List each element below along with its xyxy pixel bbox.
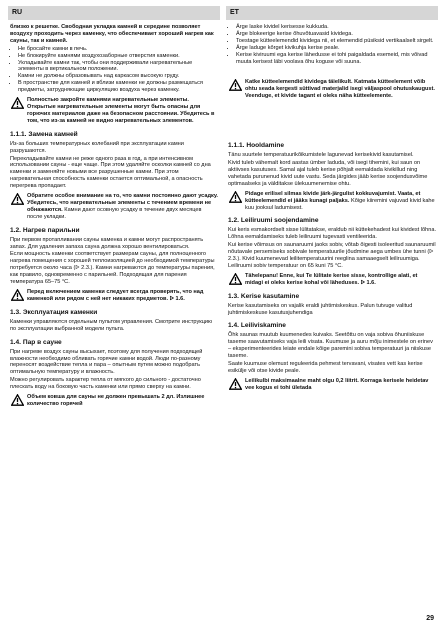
warning-triangle-icon — [11, 193, 24, 205]
warning-tail: Камни дают осовную усадку в течение двух месяцев после укладки. — [27, 206, 202, 220]
intro-paragraph: близко к решетке. Свободная укладка камней в середине позволяет воздуху проходить через каменку, что обеспечивает хороший нагрев как сауны, так и камней. — [10, 24, 214, 44]
warning-block — [228, 378, 436, 392]
bullet-item: • Не блокируйте камнями воздухозаборные отверстия каменки. — [18, 53, 218, 60]
warning-block — [228, 273, 436, 287]
bullet-item: • Не бросайте камни в печь. — [18, 46, 218, 53]
warning-block — [228, 191, 436, 212]
section-heading: 1.2. Leiliruumi soojendamine — [228, 217, 319, 225]
bullet-item: • Kerise kiviruumi ega kerise lähedusse ei tohi paigaldada esemeid, mis võivad muuta kerisest läbi voolava õhu koguse või suuna. — [236, 52, 436, 66]
section-heading: 1.3. Эксплуатация каменки — [10, 308, 98, 316]
warning-triangle-icon — [11, 289, 24, 301]
bullet-item: • Toestage kütteelemendid kividega nii, et elemendid püsiksid vertikaalselt sirgelt. — [236, 38, 436, 45]
section-heading: 1.1.1. Hooldamine — [228, 142, 285, 150]
bullet-item: • В пространстве для камней и вблизи каменки не должны размещаться предметы, затрудняющие циркуляцию воздуха через каменку. — [18, 80, 218, 94]
warning-block — [10, 289, 218, 303]
paragraph: Перекладывайте камни не реже одного раза в год, а при интенсивном использовании сауны - еще чаще. При этом удаляйте осколки камней со дна каменки и заменяйте новыми все разрушенные камни. При этом нагревательная способность каменки остается оптимальной, а опасность перегрева пропадает. — [10, 155, 211, 190]
warning-text: Leilikulbi maksimaalne maht olgu 0,2 liitrit. Korraga kerisele heidetav vee kogus ei tohi ületada — [245, 377, 429, 391]
paragraph: При нагреве воздух сауны высыхает, поэтому для получения подходящей влажности необходимо обливать горячие камни водой. Люди по-разному переносят воздействие тепла и пара – опытным путем можно подобрать оптимальную температуру и влажность. — [10, 348, 203, 376]
language-header-ru: RU — [8, 6, 220, 20]
warning-text: Полностью закройте камнями нагревательные элементы. Открытые нагревательные элементы могут быть опасны для горючих материалов даже на безопасном расстоянии. Убедитесь в том, что из-за камней не видно нагревательных элементов. — [27, 97, 215, 124]
warning-text: Katke kütteelemendid kividega täielikult. Katmata kütteelement võib ohtu seada kergesti süttivad materjalid isegi väljaspool ohutuskaugust. Veenduge, et kivide tagant ei oleks näha kütteelemente. — [245, 79, 435, 100]
section-heading: 1.3. Kerise kasutamine — [228, 292, 300, 300]
paragraph: Если мощность каменки соответствует размерам сауны, для полноценного нагрева помещения с хорошей теплоизоляцией до необходимой температуры потребуется около часа (ᐅ 2.3.). Камни нагреваются до температуры парения, как правило, одновременно с парильней. Подходящая для парения температура 65–75 °C. — [10, 251, 215, 286]
estonian-column — [228, 24, 436, 394]
warning-triangle-icon — [229, 191, 242, 203]
section-heading: 1.4. Пар в сауне — [10, 338, 62, 346]
warning-block — [10, 193, 218, 221]
warning-triangle-icon — [11, 97, 24, 109]
stone-bullet-list — [10, 46, 218, 94]
paragraph: Из-за больших температурных колебаний при эксплуатации камни разрушаются. — [10, 140, 184, 154]
warning-block — [10, 394, 218, 408]
warning-text: Объем ковша для сауны не должен превышать 2 дл. Излишнее количество горячей — [27, 394, 205, 407]
bullet-item: • Ärge laske kividel kerisesse kukkuda. — [236, 24, 436, 31]
paragraph: Kivid tuleb vähemalt kord aastas ümber laduda, või isegi tihemini, kui saun on aktiivses kasutuses. Samal ajal tuleb kerise põhjalt eemaldada kivikillud ning vahetada purunenud kivid uute vastu. Seda järgides jääb kerise soojendusvõime optimaalseks ja välditakse ülekuumenemise ohtu. — [228, 160, 428, 187]
warning-text: Pidage erilisel silmas kivide järk-järgulist kokkuvajumist. Vaata, et kütteelemendid ei jääks kunagi paljaks. — [245, 190, 421, 204]
language-header-et: ET — [226, 6, 438, 20]
warning-triangle-icon — [229, 378, 242, 390]
warning-triangle-icon — [11, 394, 24, 406]
paragraph: Kerise kasutamiseks on vajalik eraldi juhtimiskeskus. Palun tutvuge valitud juhtimiskeskuse kasutusjuhendiga — [228, 302, 413, 316]
warning-tail: Kõige kiiremini vajuvad kivid kahe kuu jooksul ladumisest. — [245, 197, 435, 211]
paragraph: Каменки управляются отдельным пультом управления. Смотрите инструкцию по эксплуатации выбранной модели пульта. — [10, 318, 213, 332]
warning-text: Tähelepanu! Enne, kui Te lülitate kerise sisse, kontrollige alati, et midagi ei oleks kerise kohal või läheduses. ᐅ 1.6. — [245, 272, 418, 286]
bullet-item: • Камни не должны образовывать над каркасом высокую груду. — [18, 73, 218, 80]
paragraph: Kui keris esmakordselt sisse lülitatakse, eraldub nii küttekehadest kui kividest lõhna. Lõhna eemaldamiseks tuleb leiliruumi tugevasti ventileerida. — [228, 227, 437, 241]
paragraph: Saate kuumuse olemust reguleerida pehmest tervavani, visates vett kas kerise esikülje või otse kivide peale. — [228, 361, 423, 374]
warning-text: Перед включением каменки следует всегда проверять, что над каменкой или рядом с ней нет никаких предметов. ᐅ 1.6. — [27, 289, 204, 302]
section-heading: 1.4. Leiliviskamine — [228, 322, 286, 330]
bullet-item: • Ärge blokeerige kerise õhuvõtuavasid kividega. — [236, 31, 436, 38]
section-heading: 1.2. Нагрев парильни — [10, 226, 80, 234]
stone-bullet-list — [228, 24, 436, 65]
section-heading: 1.1.1. Замена камней — [10, 130, 78, 138]
warning-block — [10, 97, 218, 125]
bullet-item: • Укладывайте камни так, чтобы они поддерживали нагревательные элементы в вертикальном положении. — [18, 60, 218, 74]
warning-triangle-icon — [229, 79, 242, 91]
paragraph: Kui kerise võimsus on saunaruumi jaoks sobiv, võtab õigesti isoleeritud saunaruumil nõutavale persemiseks sobivale temperatuurile jõudmine aega umbes ühe tunni (ᐅ 2.3.). Kivid kuumenevad leilitemperatuurini reeglina samaaegselt leiliruumiga. Leiliruumi sobiv temperatuur on 65 kuni 75 °C. — [228, 242, 436, 269]
bullet-item: • Ärge laduge kõrget kivikuhja kerise peale. — [236, 45, 436, 52]
paragraph: При первом протапливании сауны каменка и камни могут распространять запах. Для удаления запаха сауна должна хорошо вентилироваться. — [10, 236, 204, 250]
page-number: 29 — [426, 615, 434, 622]
paragraph: Tänu suurtele temperatuurikõikumistele lagunevad kerisekivid kasutamisel. — [228, 152, 414, 159]
russian-column — [10, 24, 218, 410]
paragraph: Можно регулировать характер тепла от мягкого до сильного - достаточно плескать воду на боковую часть каменки или прямо сверху на камни. — [10, 377, 201, 391]
warning-triangle-icon — [229, 273, 242, 285]
warning-text: Обратите особое внимание на то, что камни постоянно дают усадку. Убедитесь, что нагревательные элементы с течением времени не обнажаются. — [27, 193, 218, 213]
paragraph: Õhk saunas muutub kuumenedes kuivaks. Seetõttu on vaja sobiva õhuniiskuse taseme saavutamiseks vaja leili visata. Kuumuse ja auru mõju inimestele on erinev – eksperimenteerides leiate endale kõige paremini sobiva temperatuuri ja niiskuse taseme. — [228, 332, 433, 360]
warning-block — [228, 79, 436, 100]
